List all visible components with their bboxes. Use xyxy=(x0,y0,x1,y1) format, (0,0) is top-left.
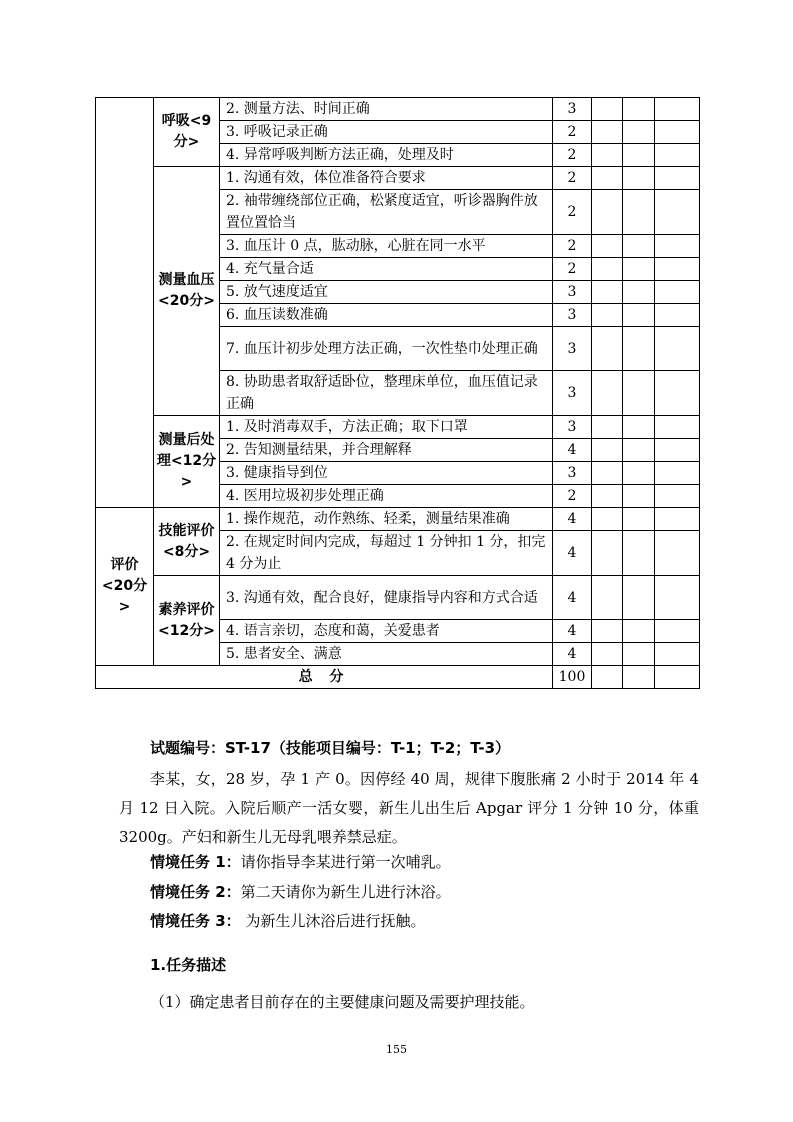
points-cell: 3 xyxy=(553,462,592,485)
score-cell xyxy=(655,371,700,416)
points-cell: 3 xyxy=(553,371,592,416)
score-cell xyxy=(623,620,655,643)
points-cell: 2 xyxy=(553,167,592,190)
score-cell xyxy=(592,258,623,281)
section-item: （1）确定患者目前存在的主要健康问题及需要护理技能。 xyxy=(150,993,535,1011)
score-cell xyxy=(655,508,700,531)
score-cell xyxy=(623,235,655,258)
section-heading: 1.任务描述 xyxy=(150,956,227,974)
score-cell xyxy=(623,416,655,439)
case-description: 李某，女，28 岁，孕 1 产 0。因停经 40 周，规律下腹胀痛 2 小时于 2014 年 4 月 12 日入院。入院后顺产一活女婴，新生儿出生后 Apgar 评分 1 分钟 10 分，体重 3200g。产妇和新生儿无母乳喂养禁忌症。 xyxy=(119,770,699,846)
score-cell xyxy=(623,508,655,531)
score-cell xyxy=(623,462,655,485)
criterion-item: 3. 健康指导到位 xyxy=(220,462,553,485)
score-cell xyxy=(655,485,700,508)
score-cell xyxy=(623,439,655,462)
score-cell xyxy=(655,643,700,666)
score-cell xyxy=(592,576,623,620)
task-label: 情境任务 3： xyxy=(150,912,241,930)
task-text: 为新生儿沐浴后进行抚触。 xyxy=(240,912,426,930)
criterion-item: 6. 血压读数准确 xyxy=(220,304,553,327)
task-label: 情境任务 1： xyxy=(150,853,241,871)
score-cell xyxy=(655,416,700,439)
score-cell xyxy=(655,462,700,485)
score-cell xyxy=(623,327,655,371)
score-cell xyxy=(592,98,623,121)
points-cell: 3 xyxy=(553,304,592,327)
points-cell: 2 xyxy=(553,485,592,508)
score-cell xyxy=(623,531,655,576)
criterion-item: 5. 患者安全、满意 xyxy=(220,643,553,666)
score-cell xyxy=(623,304,655,327)
score-cell xyxy=(592,643,623,666)
score-cell xyxy=(655,531,700,576)
score-cell xyxy=(592,371,623,416)
page-number: 155 xyxy=(386,1043,407,1056)
points-cell: 3 xyxy=(553,416,592,439)
question-title: 试题编号：ST-17（技能项目编号：T-1；T-2；T-3） xyxy=(150,739,511,757)
score-cell xyxy=(592,304,623,327)
score-cell xyxy=(655,167,700,190)
score-cell xyxy=(592,327,623,371)
criterion-item: 4. 医用垃圾初步处理正确 xyxy=(220,485,553,508)
points-cell: 4 xyxy=(553,643,592,666)
subsection-literacy-evaluation: 素养评价<12分> xyxy=(154,576,220,666)
score-cell xyxy=(655,121,700,144)
score-cell xyxy=(623,576,655,620)
subsection-breathing: 呼吸<9分> xyxy=(154,98,220,167)
score-cell xyxy=(623,144,655,167)
points-cell: 3 xyxy=(553,327,592,371)
criterion-item: 2. 在规定时间内完成，每超过 1 分钟扣 1 分，扣完 4 分为止 xyxy=(220,531,553,576)
total-points: 100 xyxy=(553,666,592,689)
score-cell xyxy=(623,258,655,281)
criterion-item: 4. 充气量合适 xyxy=(220,258,553,281)
scenario-task-3 xyxy=(150,910,425,931)
score-cell xyxy=(592,531,623,576)
score-cell xyxy=(592,485,623,508)
score-cell xyxy=(623,666,655,689)
points-cell: 3 xyxy=(553,281,592,304)
points-cell: 2 xyxy=(553,258,592,281)
score-cell xyxy=(623,167,655,190)
points-cell: 3 xyxy=(553,98,592,121)
score-cell xyxy=(623,643,655,666)
points-cell: 2 xyxy=(553,121,592,144)
criterion-item: 3. 呼吸记录正确 xyxy=(220,121,553,144)
score-cell xyxy=(592,281,623,304)
points-cell: 4 xyxy=(553,439,592,462)
criterion-item: 4. 语言亲切，态度和蔼，关爱患者 xyxy=(220,620,553,643)
score-cell xyxy=(655,327,700,371)
total-label: 总 分 xyxy=(96,666,553,689)
score-cell xyxy=(592,508,623,531)
criterion-item: 1. 操作规范，动作熟练、轻柔，测量结果准确 xyxy=(220,508,553,531)
subsection-blood-pressure: 测量血压<20分> xyxy=(154,167,220,416)
points-cell: 2 xyxy=(553,144,592,167)
score-cell xyxy=(592,462,623,485)
scenario-task-2 xyxy=(150,881,451,902)
score-cell xyxy=(655,620,700,643)
task-text: 第二天请你为新生儿进行沐浴。 xyxy=(240,883,451,901)
score-cell xyxy=(655,666,700,689)
score-cell xyxy=(655,98,700,121)
score-cell xyxy=(592,416,623,439)
score-cell xyxy=(592,144,623,167)
criterion-item: 1. 沟通有效，体位准备符合要求 xyxy=(220,167,553,190)
score-cell xyxy=(592,167,623,190)
subsection-skill-evaluation: 技能评价<8分> xyxy=(154,508,220,576)
scoring-table xyxy=(95,97,700,689)
score-cell xyxy=(623,98,655,121)
points-cell: 4 xyxy=(553,620,592,643)
score-cell xyxy=(623,121,655,144)
task-label: 情境任务 2： xyxy=(150,883,241,901)
score-cell xyxy=(623,281,655,304)
score-cell xyxy=(623,190,655,235)
score-cell xyxy=(655,281,700,304)
scoring-table-body xyxy=(96,98,700,689)
scenario-task-1 xyxy=(150,851,451,872)
points-cell: 4 xyxy=(553,576,592,620)
criterion-item: 8. 协助患者取舒适卧位，整理床单位，血压值记录正确 xyxy=(220,371,553,416)
score-cell xyxy=(655,190,700,235)
score-cell xyxy=(592,235,623,258)
score-cell xyxy=(655,144,700,167)
criterion-item: 3. 血压计 0 点，肱动脉，心脏在同一水平 xyxy=(220,235,553,258)
score-cell xyxy=(592,620,623,643)
score-cell xyxy=(623,371,655,416)
task-text: 请你指导李某进行第一次哺乳。 xyxy=(240,853,451,871)
criterion-item: 5. 放气速度适宜 xyxy=(220,281,553,304)
score-cell xyxy=(655,235,700,258)
score-cell xyxy=(655,258,700,281)
points-cell: 4 xyxy=(553,531,592,576)
criterion-item: 1. 及时消毒双手，方法正确；取下口罩 xyxy=(220,416,553,439)
points-cell: 4 xyxy=(553,508,592,531)
points-cell: 2 xyxy=(553,235,592,258)
criterion-item: 3. 沟通有效，配合良好，健康指导内容和方式合适 xyxy=(220,576,553,620)
score-cell xyxy=(592,666,623,689)
score-cell xyxy=(655,576,700,620)
score-cell xyxy=(655,439,700,462)
score-cell xyxy=(592,121,623,144)
score-cell xyxy=(623,485,655,508)
score-cell xyxy=(592,190,623,235)
criterion-item: 4. 异常呼吸判断方法正确，处理及时 xyxy=(220,144,553,167)
category-cell xyxy=(96,98,154,508)
criterion-item: 2. 测量方法、时间正确 xyxy=(220,98,553,121)
criterion-item: 2. 袖带缠绕部位正确，松紧度适宜，听诊器胸件放置位置恰当 xyxy=(220,190,553,235)
points-cell: 2 xyxy=(553,190,592,235)
criterion-item: 7. 血压计初步处理方法正确，一次性垫巾处理正确 xyxy=(220,327,553,371)
score-cell xyxy=(592,439,623,462)
score-cell xyxy=(655,304,700,327)
criterion-item: 2. 告知测量结果，并合理解释 xyxy=(220,439,553,462)
category-evaluation: 评价<20分> xyxy=(96,508,154,666)
subsection-post-measurement: 测量后处理<12分> xyxy=(154,416,220,508)
